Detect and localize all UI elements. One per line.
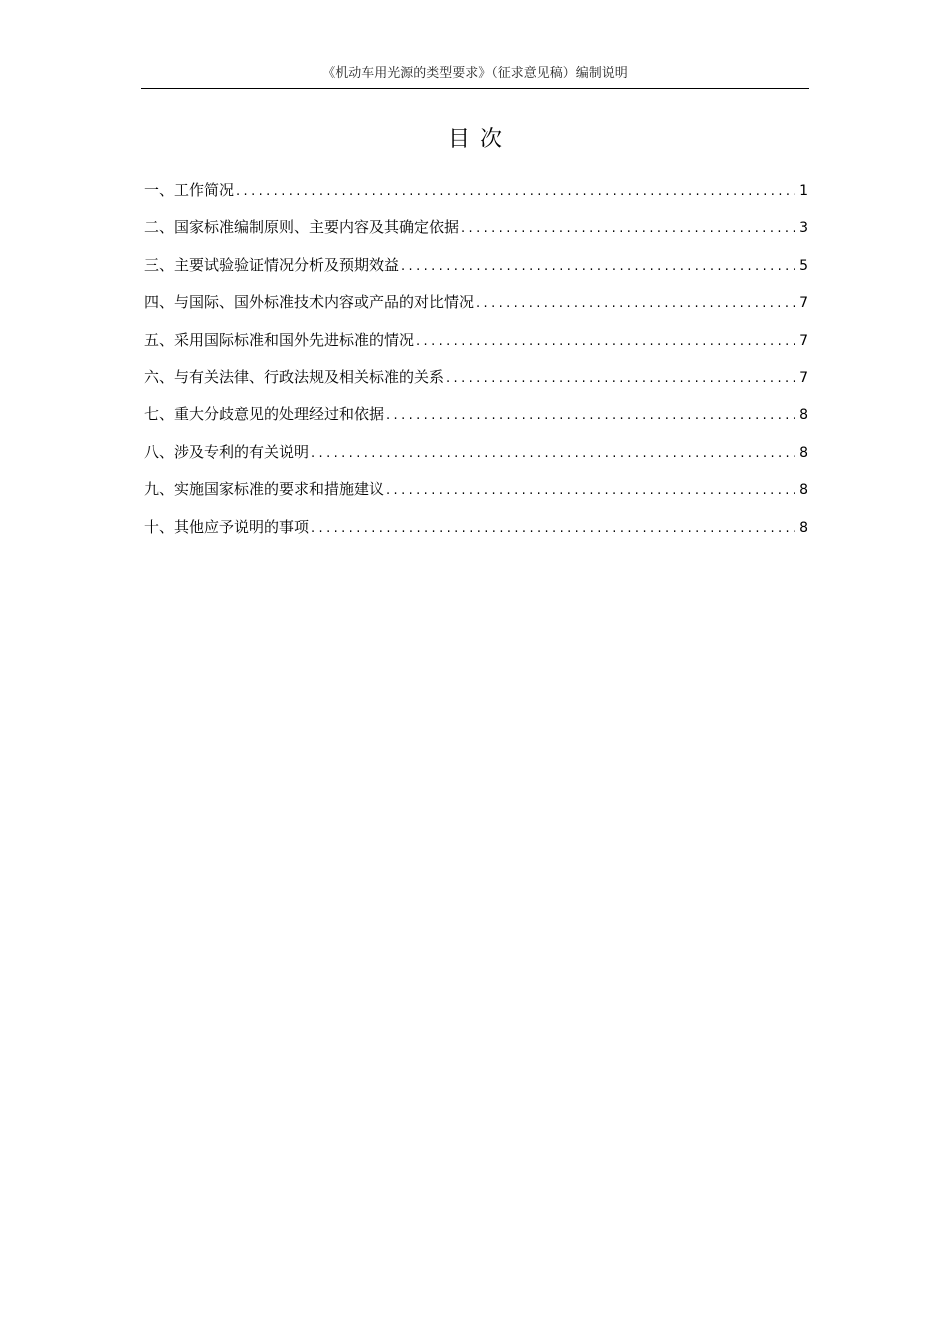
toc-entry-label: 五、采用国际标准和国外先进标准的情况	[144, 330, 415, 349]
toc-entry-laws-relation[interactable]	[144, 365, 808, 402]
toc-entry-verification[interactable]	[144, 253, 808, 290]
toc-entry-label: 二、国家标准编制原则、主要内容及其确定依据	[144, 218, 460, 237]
toc-dot-leader	[386, 404, 795, 428]
running-header: 《机动车用光源的类型要求》（征求意见稿）编制说明	[322, 66, 628, 81]
toc-entry-label: 九、实施国家标准的要求和措施建议	[144, 480, 385, 499]
toc-entry-label: 七、重大分歧意见的处理经过和依据	[144, 405, 385, 424]
toc-page-number: 8	[799, 519, 808, 536]
toc-page-number: 7	[799, 295, 808, 312]
toc-entry-label: 八、涉及专利的有关说明	[144, 442, 310, 461]
toc-dot-leader	[311, 517, 795, 541]
table-of-contents	[144, 178, 808, 552]
toc-page-number: 8	[799, 407, 808, 424]
toc-page-number: 3	[799, 220, 808, 237]
toc-dot-leader	[446, 367, 795, 391]
toc-page-number: 1	[799, 183, 808, 199]
toc-dot-leader	[401, 255, 795, 279]
toc-entry-implementation[interactable]	[144, 477, 808, 514]
toc-page-number: 8	[799, 444, 808, 461]
toc-entry-other-matters[interactable]	[144, 515, 808, 552]
toc-entry-international-standards[interactable]	[144, 328, 808, 365]
toc-dot-leader	[476, 292, 795, 316]
toc-dot-leader	[311, 442, 795, 466]
toc-title: 目次	[447, 127, 512, 152]
toc-dot-leader	[416, 330, 795, 354]
header-rule	[141, 88, 809, 89]
toc-entry-label: 三、主要试验验证情况分析及预期效益	[144, 255, 400, 274]
toc-dot-leader	[236, 180, 795, 204]
toc-entry-label: 六、与有关法律、行政法规及相关标准的关系	[144, 367, 445, 386]
toc-entry-label: 四、与国际、国外标准技术内容或产品的对比情况	[144, 293, 475, 312]
toc-page-number: 5	[799, 257, 808, 274]
toc-entry-disagreements[interactable]	[144, 402, 808, 439]
toc-entry-patents[interactable]	[144, 440, 808, 477]
toc-page-number: 7	[799, 332, 808, 349]
toc-entry-work-overview[interactable]	[144, 178, 808, 215]
toc-dot-leader	[386, 479, 795, 503]
toc-entry-label: 十、其他应予说明的事项	[144, 517, 310, 536]
toc-page-number: 7	[799, 369, 808, 386]
toc-entry-comparison[interactable]	[144, 290, 808, 327]
toc-page-number: 8	[799, 482, 808, 499]
toc-dot-leader	[461, 217, 795, 241]
toc-entry-principles[interactable]	[144, 215, 808, 252]
toc-entry-label: 一、工作简况	[144, 181, 235, 199]
